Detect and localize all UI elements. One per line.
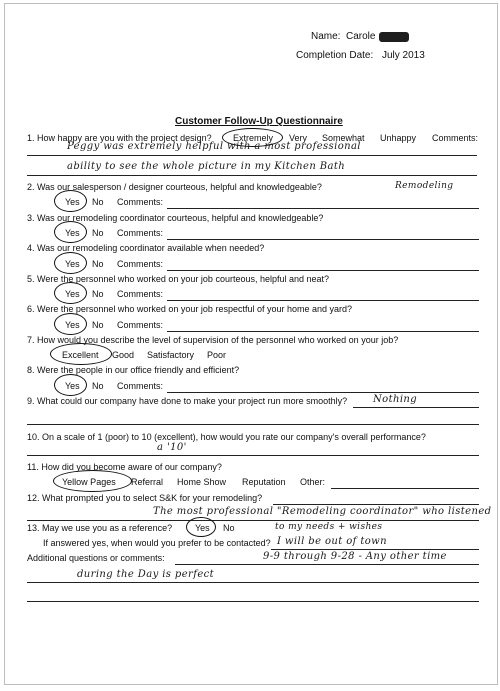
q7-selection-circle — [50, 343, 112, 365]
q11-option-home-show: Home Show — [177, 477, 227, 487]
q1-answer-rule-2 — [27, 175, 477, 176]
q1-comments-label: Comments: — [432, 133, 479, 143]
q2-option-yes: Yes — [65, 197, 80, 207]
q7-option-poor: Poor — [207, 350, 227, 360]
q10-answer: a '10' — [157, 442, 187, 453]
q8-option-no: No — [92, 381, 104, 391]
q9-answer: Nothing — [373, 394, 418, 405]
additional-answer-line-1: 9-9 through 9-28 - Any other time — [263, 551, 447, 562]
q2-option-no: No — [92, 197, 104, 207]
additional-answer-line-2: during the Day is perfect — [77, 569, 215, 580]
q9-answer-rule — [353, 407, 479, 408]
q7-option-satisfactory: Satisfactory — [147, 350, 195, 360]
q13-option-yes: Yes — [195, 523, 210, 533]
question-6-text: 6. Were the personnel who worked on your job respectful of your home and yard? — [27, 304, 353, 314]
q1-comment-line-3: Remodeling — [395, 181, 454, 191]
q11-option-referral: Referral — [131, 477, 164, 487]
q8-comments-label: Comments: — [117, 381, 164, 391]
completion-date-label: Completion Date: — [296, 50, 374, 61]
q1-answer-rule-1 — [27, 155, 477, 156]
q3-comment-rule — [167, 239, 479, 240]
additional-rule-2 — [27, 582, 479, 583]
question-5-text: 5. Were the personnel who worked on your job courteous, helpful and neat? — [27, 274, 330, 284]
q3-comments-label: Comments: — [117, 228, 164, 238]
q3-option-yes: Yes — [65, 228, 80, 238]
q3-selection-circle — [54, 221, 87, 243]
q5-selection-circle — [54, 282, 87, 304]
q13-selection-circle — [186, 517, 216, 537]
q8-option-yes: Yes — [65, 381, 80, 391]
q12-answer-rule-2 — [27, 520, 479, 521]
q6-comments-label: Comments: — [117, 320, 164, 330]
q4-comment-rule — [167, 270, 479, 271]
question-2-text: 2. Was our salesperson / designer courteous, helpful and knowledgeable? — [27, 182, 322, 192]
q5-option-no: No — [92, 289, 104, 299]
q13-followup-answer: I will be out of town — [277, 536, 387, 547]
q1-option-extremely: Extremely — [233, 133, 274, 143]
q5-option-yes: Yes — [65, 289, 80, 299]
question-1-text: 1. How happy are you with the project design? — [27, 133, 212, 143]
q1-option-unhappy: Unhappy — [380, 133, 417, 143]
q5-comments-label: Comments: — [117, 289, 164, 299]
additional-comments-label: Additional questions or comments: — [27, 553, 165, 563]
q4-option-no: No — [92, 259, 104, 269]
question-7-text: 7. How would you describe the level of supervision of the personnel who worked on your job? — [27, 335, 399, 345]
question-11-text: 11. How did you become aware of our company? — [27, 462, 222, 472]
q6-option-yes: Yes — [65, 320, 80, 330]
q6-option-no: No — [92, 320, 104, 330]
q4-comments-label: Comments: — [117, 259, 164, 269]
completion-date-value: July 2013 — [382, 50, 425, 61]
q5-comment-rule — [167, 300, 479, 301]
q12-answer-line-1: The most professional "Remodeling coordinator" who listened — [153, 506, 492, 517]
q7-option-good: Good — [112, 350, 135, 360]
q9-answer-rule-2 — [27, 424, 479, 425]
question-12-text: 12. What prompted you to select S&K for your remodeling? — [27, 493, 263, 503]
q2-comments-label: Comments: — [117, 197, 164, 207]
questionnaire-sheet — [4, 3, 498, 685]
q12-answer-rule — [273, 504, 479, 505]
q4-selection-circle — [54, 252, 87, 274]
q2-comment-rule — [167, 208, 479, 209]
q1-comment-line-1: Peggy was extremely helpful with a most professional — [67, 141, 361, 152]
q1-option-somewhat: Somewhat — [322, 133, 365, 143]
q1-comment-line-2: ability to see the whole picture in my Kitchen Bath — [67, 161, 346, 172]
additional-rule-1 — [175, 564, 479, 565]
name-value: Carole — [346, 31, 376, 42]
q1-option-very: Very — [289, 133, 308, 143]
q2-selection-circle — [54, 190, 87, 212]
question-8-text: 8. Were the people in our office friendly and efficient? — [27, 365, 240, 375]
q3-option-no: No — [92, 228, 104, 238]
q11-option-reputation: Reputation — [242, 477, 286, 487]
q10-answer-rule — [27, 455, 479, 456]
q11-option-yellow-pages: Yellow Pages — [62, 477, 116, 487]
question-10-text: 10. On a scale of 1 (poor) to 10 (excellent), how would you rate our company's overall performance? — [27, 432, 426, 442]
redaction-mark — [379, 32, 409, 42]
page-title: Customer Follow-Up Questionnaire — [175, 116, 343, 127]
q6-comment-rule — [167, 331, 479, 332]
name-label: Name: — [311, 31, 341, 42]
q13-followup-text: If answered yes, when would you prefer to be contacted? — [43, 538, 271, 548]
question-9-text: 9. What could our company have done to make your project run more smoothly? — [27, 396, 348, 406]
question-13-text: 13. May we use you as a reference? — [27, 523, 173, 533]
question-3-text: 3. Was our remodeling coordinator courteous, helpful and knowledgeable? — [27, 213, 324, 223]
q8-selection-circle — [54, 374, 87, 396]
q12-answer-line-2: to my needs + wishes — [275, 522, 383, 532]
q13-followup-rule — [271, 549, 479, 550]
question-4-text: 4. Was our remodeling coordinator available when needed? — [27, 243, 265, 253]
q13-option-no: No — [223, 523, 235, 533]
q11-other-rule — [331, 488, 479, 489]
q11-option-other: Other: — [300, 477, 326, 487]
q6-selection-circle — [54, 313, 87, 335]
additional-rule-3 — [27, 601, 479, 602]
q8-comment-rule — [167, 392, 479, 393]
q4-option-yes: Yes — [65, 259, 80, 269]
q11-selection-circle — [53, 470, 132, 492]
q7-option-excellent: Excellent — [62, 350, 99, 360]
